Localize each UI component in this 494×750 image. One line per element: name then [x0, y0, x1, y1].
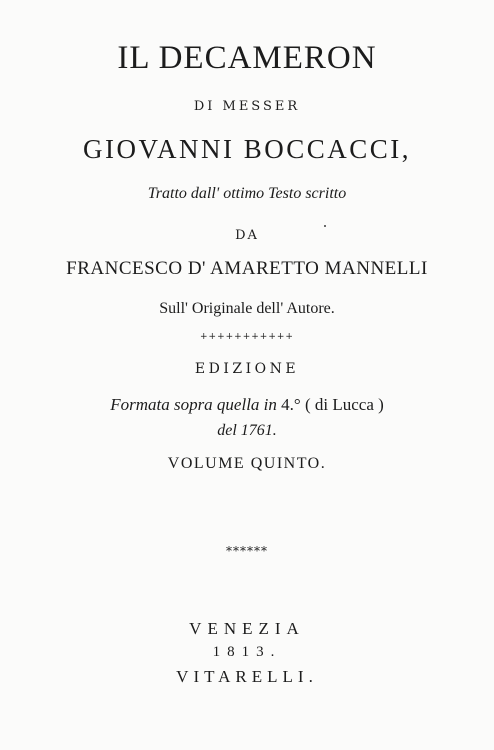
original-line: Sull' Originale dell' Autore.	[159, 300, 335, 317]
imprint-printer: VITARELLI.	[176, 667, 318, 686]
imprint-year: 1813.	[212, 644, 282, 660]
stars-divider: ******	[226, 544, 268, 558]
da-line: DA	[235, 228, 259, 243]
author-name: GIOVANNI BOCCACCI,	[82, 134, 412, 164]
edition-description	[0, 396, 494, 413]
ornament-divider: +++++++++++	[200, 332, 294, 342]
source-text-line: Tratto dall' ottimo Testo scritto	[147, 185, 347, 202]
edition-label: EDIZIONE	[194, 361, 300, 377]
editor-name: FRANCESCO D' AMARETTO MANNELLI	[66, 258, 428, 279]
book-title: IL DECAMERON	[117, 40, 377, 76]
di-messer-line: DI MESSER	[193, 99, 301, 114]
ink-speck	[324, 225, 326, 227]
imprint-city: VENEZIA	[189, 619, 305, 638]
edition-description-roman: 4.° ( di Lucca )	[281, 395, 384, 414]
volume-label: VOLUME QUINTO.	[167, 455, 327, 472]
edition-year: del 1761.	[217, 422, 277, 439]
edition-description-italic: Formata sopra quella in	[110, 395, 277, 414]
